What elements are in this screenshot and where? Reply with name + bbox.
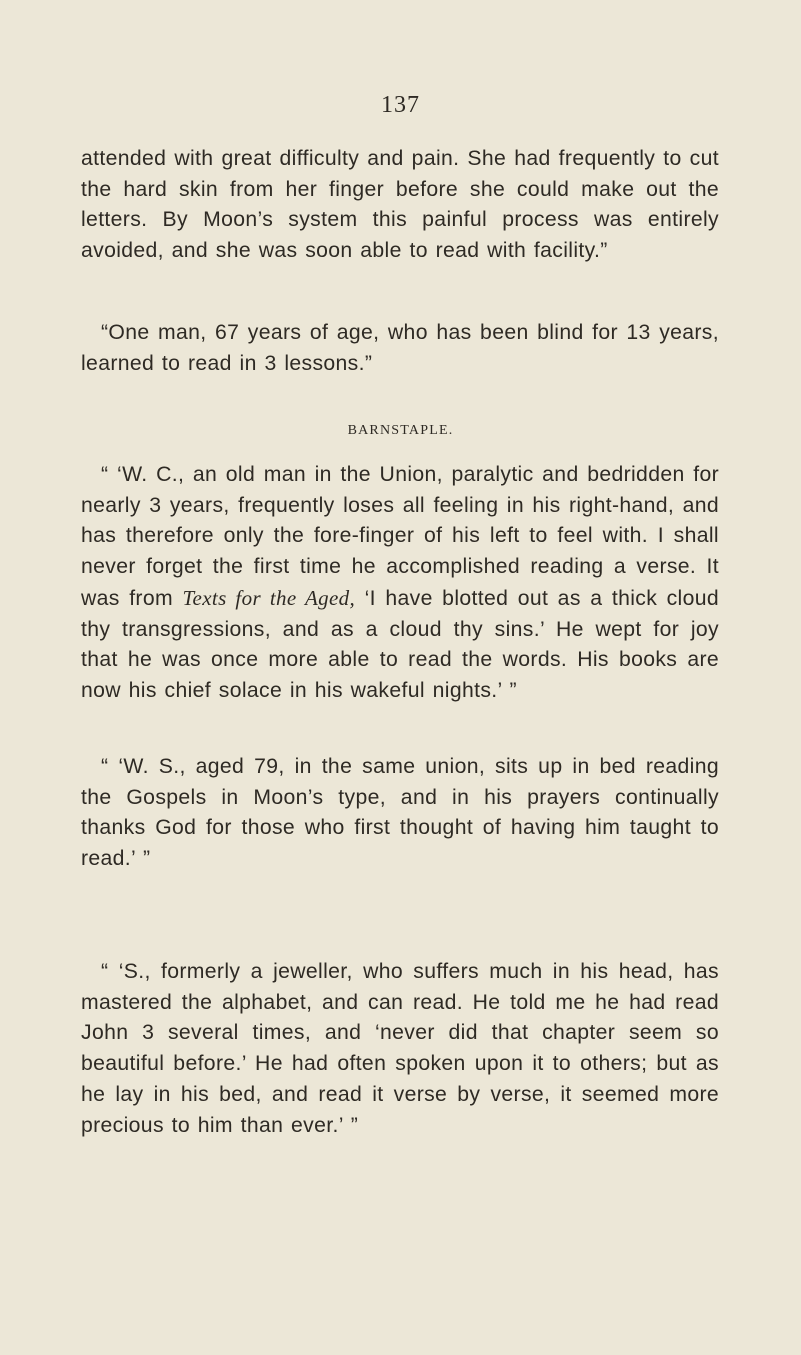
paragraph-ws xyxy=(81,752,719,875)
paragraph-s xyxy=(81,957,719,1141)
paragraph-continuation xyxy=(81,144,719,267)
paragraph-text: “ ‘W. S., aged 79, in the same union, sits up in bed reading the Gospels in Moon’s type, and in his prayers continually thanks God for those who first thought of having him taught to read.’ ” xyxy=(81,755,719,871)
section-heading: BARNSTAPLE. xyxy=(347,423,454,438)
paragraph-text-end: ‘I have blotted out as a thick cloud thy transgressions, and as a cloud thy sins.’ He wept for joy that he was once more able to read the words. His books are now his chief solace in his wakeful nights.’ ” xyxy=(81,586,720,702)
paragraph-text: attended with great difficulty and pain. She had frequently to cut the hard skin from her finger before she could make out the letters. By Moon’s system this painful process was entirely avoided, and she was soon able to read with facility.” xyxy=(81,147,719,263)
paragraph-wc xyxy=(81,460,719,707)
page-number: 137 xyxy=(381,92,420,118)
paragraph-one-man xyxy=(81,318,719,379)
paragraph-text: “ ‘S., formerly a jeweller, who suffers much in his head, has mastered the alphabet, and can read. He told me he had read John 3 several times, and ‘never did that chapter seem so beautiful before.’ He had often spoken upon it to others; but as he lay in his bed, and read it verse by verse, it seemed more precious to him than ever.’ ” xyxy=(81,960,719,1137)
paragraph-text-start: “ ‘W. C., an old man in the Union, paralytic and bedridden for nearly 3 years, frequently loses all feeling in his right-hand, and has therefore only the fore-finger of his left to feel with. I shall never forget the first time he accomplished reading a verse. It was from xyxy=(81,463,719,610)
paragraph-text xyxy=(81,460,719,707)
paragraph-text: “One man, 67 years of age, who has been blind for 13 years, learned to read in 3 lessons.” xyxy=(81,321,719,375)
book-title-italic: Texts for the Aged, xyxy=(182,585,356,610)
